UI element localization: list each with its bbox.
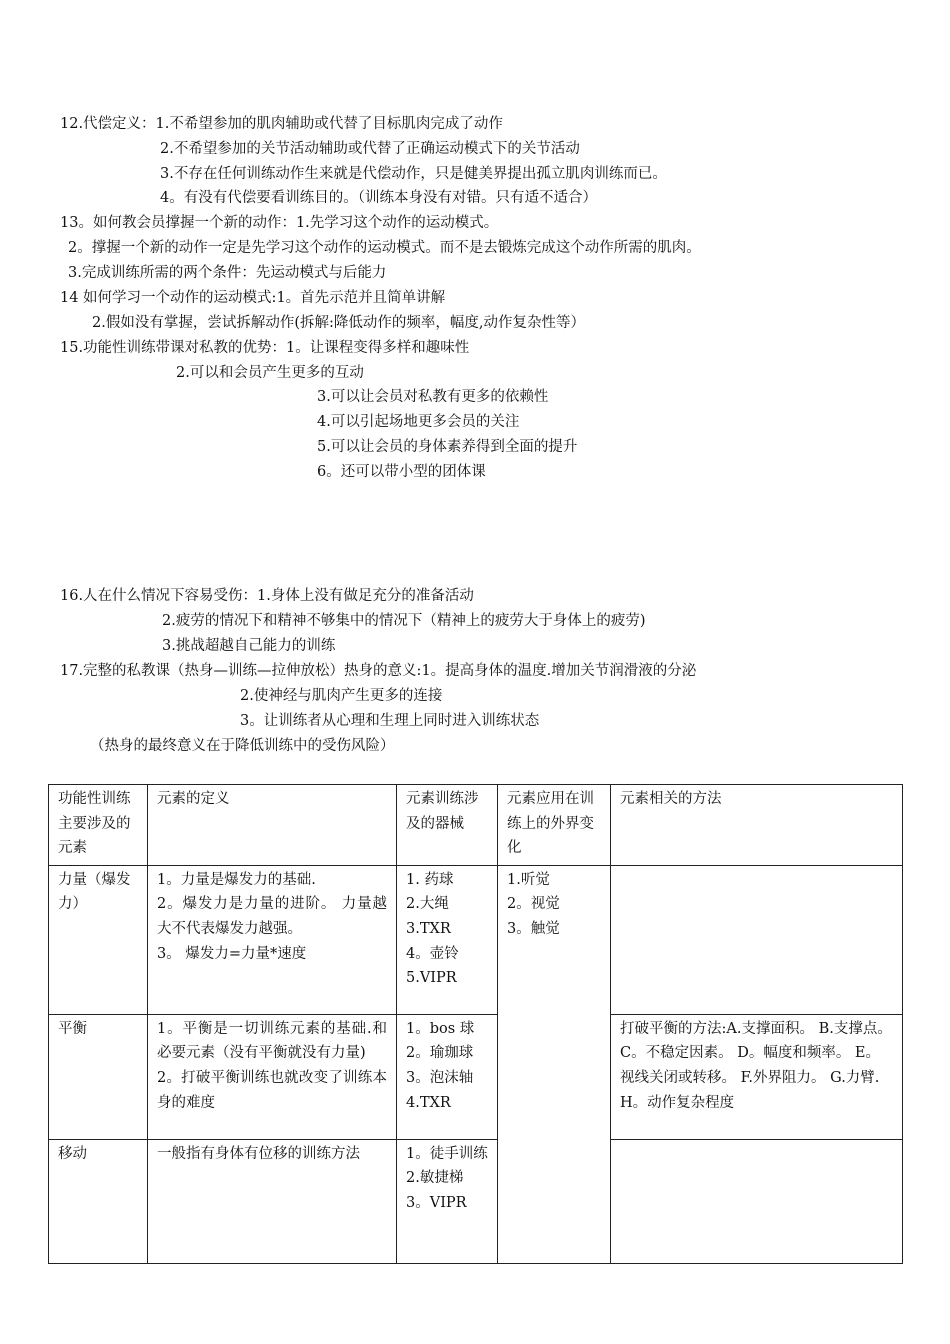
s15-line3: 3.可以让会员对私教有更多的依赖性 (317, 389, 549, 405)
external-change-cell (498, 865, 611, 1263)
s16-line2: 2.疲劳的情况下和精神不够集中的情况下（精神上的疲劳大于身体上的疲劳) (162, 613, 646, 629)
equipment-item: 1。bos 球 (406, 1020, 475, 1037)
s15-line6: 6。还可以带小型的团体课 (317, 464, 486, 480)
s13-line2: 2。撑握一个新的动作一定是先学习这个动作的运动模式。而不是去锻炼完成这个动作所需的肌肉。 (68, 240, 701, 256)
element-balance: 平衡 (49, 1014, 148, 1139)
equipment-item: 1。徒手训练 (406, 1145, 488, 1162)
s12-line1: 12.代偿定义：1.不希望参加的肌肉辅助或代替了目标肌肉完成了动作 (60, 116, 503, 132)
element-power: 力量（爆发力） (49, 865, 148, 1014)
s14-line1: 14 如何学习一个动作的运动模式:1。首先示范并且简单讲解 (60, 290, 446, 306)
table-header-row (49, 785, 903, 866)
s15-line2: 2.可以和会员产生更多的互动 (176, 365, 364, 381)
s17-line4: （热身的最终意义在于降低训练中的受伤风险） (90, 738, 395, 754)
s15-line1: 15.功能性训练带课对私教的优势：1。让课程变得多样和趣味性 (60, 340, 470, 356)
methods-balance: 打破平衡的方法:A.支撑面积。 B.支撑点。 C。不稳定因素。 D。幅度和频率。 E。视线关闭或转移。 F.外界阻力。 G.力臂. H。动作复杂程度 (611, 1014, 903, 1139)
equipment-item: 3。VIPR (406, 1194, 467, 1211)
s17-line1: 17.完整的私教课（热身—训练—拉伸放松）热身的意义:1。提高身体的温度.增加关节润滑液的分泌 (60, 663, 697, 679)
definition-line: 2。打破平衡训练也就改变了训练本身的难度 (157, 1069, 387, 1111)
s16-line3: 3.挑战超越自己能力的训练 (162, 638, 336, 654)
equipment-item: 4。壶铃 (406, 945, 459, 962)
equipment-item: 2.敏捷梯 (406, 1170, 464, 1187)
equipment-item: 4.TXR (406, 1094, 451, 1111)
methods-movement (611, 1139, 903, 1263)
s15-line5: 5.可以让会员的身体素养得到全面的提升 (317, 439, 578, 455)
s17-line2: 2.使神经与肌肉产生更多的连接 (240, 688, 443, 704)
equipment-movement (397, 1139, 498, 1263)
definition-balance (148, 1014, 397, 1139)
equipment-balance (397, 1014, 498, 1139)
s15-line4: 4.可以引起场地更多会员的关注 (317, 414, 520, 430)
header-external-change: 元素应用在训练上的外界变化 (498, 785, 611, 866)
s17-line3: 3。让训练者从心理和生理上同时进入训练状态 (240, 713, 540, 729)
equipment-power (397, 865, 498, 1014)
header-methods: 元素相关的方法 (611, 785, 903, 866)
s12-line2: 2.不希望参加的关节活动辅助或代替了正确运动模式下的关节活动 (160, 141, 580, 157)
definition-line: 2。爆发力是力量的进阶。 力量越大不代表爆发力越强。 (157, 896, 387, 937)
table-row (49, 1014, 903, 1139)
definition-line: 一般指有身体有位移的训练方法 (157, 1145, 360, 1162)
external-change-item: 3。触觉 (507, 920, 560, 937)
header-equipment: 元素训练涉及的器械 (397, 785, 498, 866)
definition-power (148, 865, 397, 1014)
definition-line: 1。平衡是一切训练元素的基础.和必要元素（没有平衡就没有力量) (157, 1020, 387, 1062)
equipment-item: 3.TXR (406, 920, 451, 937)
external-change-item: 1.听觉 (507, 871, 550, 888)
header-element: 功能性训练主要涉及的元素 (49, 785, 148, 866)
table-row (49, 865, 903, 1014)
definition-movement (148, 1139, 397, 1263)
equipment-item: 2.大绳 (406, 896, 449, 913)
element-movement: 移动 (49, 1139, 148, 1263)
definition-line: 1。力量是爆发力的基础. (157, 871, 316, 888)
definition-line: 3。 爆发力=力量*速度 (157, 945, 307, 962)
equipment-item: 1. 药球 (406, 871, 454, 888)
s12-line3: 3.不存在任何训练动作生来就是代偿动作，只是健美界提出孤立肌肉训练而已。 (160, 166, 667, 182)
equipment-item: 2。瑜珈球 (406, 1045, 474, 1062)
s14-line2: 2.假如没有掌握，尝试拆解动作(拆解:降低动作的频率，幅度,动作复杂性等） (92, 315, 585, 331)
external-change-item: 2。视觉 (507, 896, 560, 913)
header-definition: 元素的定义 (148, 785, 397, 866)
s16-line1: 16.人在什么情况下容易受伤：1.身体上没有做足充分的准备活动 (60, 588, 474, 604)
s12-line4: 4。有没有代偿要看训练目的。（训练本身没有对错。只有适不适合） (160, 190, 597, 206)
table-row (49, 1139, 903, 1263)
methods-power (611, 865, 903, 1014)
s13-line3: 3.完成训练所需的两个条件：先运动模式与后能力 (68, 265, 387, 281)
equipment-item: 5.VIPR (406, 970, 457, 987)
elements-table (48, 784, 903, 1264)
s13-line1: 13。如何教会员撑握一个新的动作：1.先学习这个动作的运动模式。 (60, 215, 499, 231)
equipment-item: 3。泡沫轴 (406, 1069, 474, 1086)
